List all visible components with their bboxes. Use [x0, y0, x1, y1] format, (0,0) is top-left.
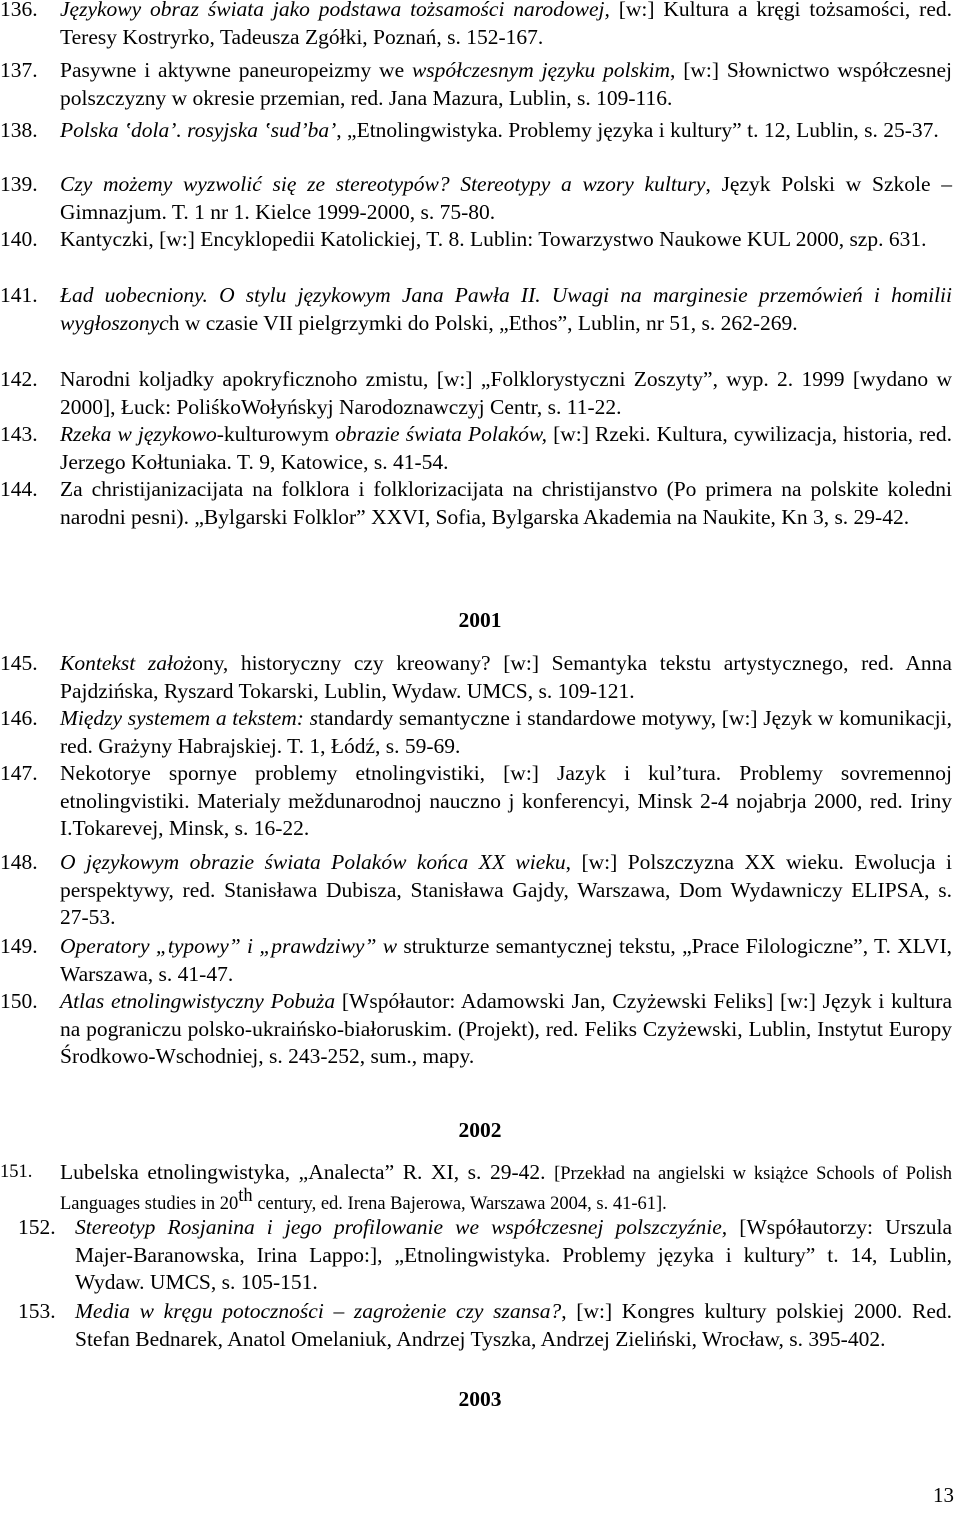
entry-text-segment: [w:] Rzeki. Kultura, cywilizacja, historia, red. Jerzego Kołtuniaka. T. 9, Katowice, s. 41-54.: [60, 422, 952, 474]
entry-text: [60, 421, 952, 476]
bib-entry-138: [0, 117, 952, 145]
entry-text-segment: [w:] Kultura a kręgi tożsamości, red. Teresy Kostryrko, Tadeusza Zgółki, Poznań, s. 152-167.: [60, 0, 952, 49]
entry-text: [60, 171, 952, 226]
bib-entry-145: [0, 650, 952, 705]
entry-text-segment: , Język Polski w Szkole – Gimnazjum. T. 1 nr 1. Kielce 1999-2000, s. 75-80.: [60, 172, 952, 224]
entry-title-italic: Ład uobecniony. O stylu językowym Jana Pawła II. Uwagi na marginesie przemówień i homilii wygłoszonyc: [60, 283, 952, 335]
entry-number: 150.: [0, 989, 38, 1013]
entry-text: [75, 1298, 952, 1353]
entry-number: 153.: [18, 1299, 56, 1323]
entry-text: [60, 226, 952, 254]
entry-text-segment: [Współautor: Adamowski Jan, Czyżewski Feliks] [w:] Język i kultura na pograniczu polsko-ukraińsko-białoruskim. (Projekt), red. Feliks Czyżewski, Lublin, Instytut Europy Środkowo-Wschodniej, s. 243-252, sum., mapy.: [60, 989, 953, 1069]
bib-entry-151: [0, 1159, 952, 1218]
entry-number: 144.: [0, 477, 38, 501]
bib-entry-150: [0, 988, 952, 1071]
entry-number: 139.: [0, 172, 38, 196]
entry-title-italic: Atlas etnolingwistyczny Pobuża: [60, 989, 336, 1013]
entry-number: 143.: [0, 422, 38, 446]
entry-number: 152.: [18, 1215, 56, 1239]
entry-text-segment: , [w:] Polszczyzna XX wieku. Ewolucja i perspektywy, red. Stanisława Dubisza, Stanisława Gajdy, Warszawa, Dom Wydawniczy ELIPSA, s. 27-53.: [60, 850, 952, 930]
entry-text-segment: kulturowym: [223, 422, 336, 446]
entry-title-italic: Między systemem a tekstem: s: [60, 706, 318, 730]
bib-entry-146: [0, 705, 952, 760]
entry-number: 138.: [0, 118, 38, 142]
entry-number: 149.: [0, 934, 38, 958]
entry-text: [60, 933, 952, 988]
entry-text: [60, 476, 952, 531]
bib-entry-149: [0, 933, 952, 988]
entry-text-segment: tandardy semantyczne i standardowe motywy, [w:] Język w komunikacji, red. Grażyny Habrajskiej. T. 1, Łódź, s. 59-69.: [60, 706, 952, 758]
entry-text: [60, 282, 952, 337]
entry-title-italic: O językowym obrazie świata Polaków końca XX wieku: [60, 850, 566, 874]
entry-number: 142.: [0, 367, 38, 391]
entry-title-italic: współczesnym języku polskim: [411, 58, 670, 82]
entry-text-segment: h w czasie VII pielgrzymki do Polski, „Ethos”, Lublin, nr 51, s. 262-269.: [168, 310, 798, 335]
entry-text-segment: strukturze semantycznej tekstu, „Prace Filologiczne”, T. XLVI, Warszawa, s. 41-47.: [60, 934, 952, 986]
entry-text: [60, 1159, 952, 1218]
entry-title-italic: Czy możemy wyzwolić się ze stereotypów? Stereotypy a wzory kultury: [60, 172, 706, 196]
entry-title-italic: Operatory „typowy” i „prawdziwy” w: [60, 934, 398, 958]
year-heading-2003: 2003: [458, 1387, 502, 1411]
entry-title-italic: Kontekst założ: [60, 651, 193, 675]
entry-text-segment: , [w:] Słownictwo współczesnej polszczyzny w okresie przemian, red. Jana Mazura, Lublin, s. 109-116.: [60, 58, 953, 110]
entry-text: [60, 705, 952, 760]
entry-title-italic: Media w kręgu potoczności – zagrożenie czy szansa?: [75, 1299, 562, 1323]
entry-text-segment: Kantyczki, [w:] Encyklopedii Katolickiej, T. 8. Lublin: Towarzystwo Naukowe KUL 2000, szp. 631.: [60, 227, 927, 251]
entry-text-segment: ony, historyczny czy kreowany? [w:] Semantyka tekstu artystycznego, red. Anna Pajdzińska, Ryszard Tokarski, Lublin, Wydaw. UMCS, s. 109-121.: [60, 651, 952, 703]
bib-entry-143: [0, 421, 952, 476]
bib-entry-137: [0, 57, 952, 112]
entry-text: [60, 988, 952, 1071]
bib-entry-139: [0, 171, 952, 226]
entry-number: 140.: [0, 227, 38, 251]
entry-text-segment: , [w:] Kongres kultury polskiej 2000. Red. Stefan Bednarek, Anatol Omelaniuk, Andrzej Tyszka, Andrzej Zieliński, Wrocław, s. 395-402.: [75, 1299, 952, 1351]
bib-entry-148: [0, 849, 952, 932]
entry-title-italic: obrazie świata Polaków,: [335, 422, 547, 446]
entry-text-segment: th: [238, 1185, 253, 1206]
entry-text: [60, 57, 952, 112]
bib-entry-147: [0, 760, 952, 843]
bib-entry-140: [0, 226, 952, 254]
entry-title-italic: Rzeka w językowo-: [60, 422, 224, 446]
entry-text: [60, 849, 952, 932]
bib-entry-152: [0, 1214, 952, 1297]
page-number: 13: [933, 1483, 954, 1507]
entry-number: 146.: [0, 706, 38, 730]
entry-text: [60, 650, 952, 705]
bib-entry-153: [0, 1298, 952, 1353]
bib-entry-136: [0, 0, 952, 51]
entry-text-segment: Narodni koljadky apokryficznoho zmistu, [w:] „Folklorystyczni Zoszyty”, wyp. 2. 1999 [wydano w 2000], Łuck: PoliśkoWołyńskyj Narodoznawczyj Centr, s. 11-22.: [60, 367, 952, 419]
entry-title-italic: Językowy obraz świata jako podstawa tożsamości narodowej,: [60, 0, 610, 21]
entry-text-segment: Za christijanizacijata na folklora i folklorizacijata na christijanstvo (Po primera na polskite koledni narodni pesni). „Bylgarski Folklor” XXVI, Sofia, Bylgarska Akademia na Naukite, Kn 3, s. 29-42.: [60, 477, 952, 529]
entry-number: 136.: [0, 0, 38, 21]
entry-number: 145.: [0, 651, 38, 675]
entry-title-italic: Polska ‛dola’. rosyjska ‛sud’ba’: [60, 118, 337, 142]
entry-text: [60, 117, 952, 145]
bib-entry-142: [0, 366, 952, 421]
year-heading-2002: 2002: [458, 1118, 502, 1142]
entry-text: [75, 1214, 952, 1297]
entry-number: 147.: [0, 761, 38, 785]
entry-text-segment: century, ed. Irena Bajerowa, Warszawa 2004, s. 41-61].: [252, 1193, 667, 1214]
entry-text: [60, 366, 952, 421]
entry-number: 137.: [0, 58, 38, 82]
year-heading-2001: 2001: [458, 608, 502, 632]
entry-number: 148.: [0, 850, 38, 874]
entry-number: 141.: [0, 283, 38, 307]
entry-number: 151.: [0, 1162, 33, 1182]
entry-text: [60, 0, 952, 51]
entry-text-segment: Pasywne i aktywne paneuropeizmy we: [60, 58, 412, 82]
entry-text-segment: , „Etnolingwistyka. Problemy języka i kultury” t. 12, Lublin, s. 25-37.: [336, 118, 939, 142]
entry-title-italic: Stereotyp Rosjanina i jego profilowanie we współczesnej polszczyźnie,: [75, 1215, 728, 1239]
entry-text-segment: [Przekład na angielski w książce Schools of Polish Languages studies in 20: [60, 1164, 952, 1214]
bib-entry-144: [0, 476, 952, 531]
entry-text-segment: [Współautorzy: Urszula Majer-Baranowska, Irina Lappo:], „Etnolingwistyka. Problemy języka i kultury” t. 14, Lublin, Wydaw. UMCS, s. 105-151.: [75, 1215, 952, 1295]
entry-text: [60, 760, 952, 843]
bib-entry-141: [0, 282, 952, 337]
entry-text-segment: Nekotorye spornye problemy etnolingvistiki, [w:] Jazyk i kul’tura. Problemy sovremennoj etnolingvistiki. Materialy meždunarodnoj nauczno j konferencyi, Minsk 2-4 nojabrja 2000, red. Iriny I.Tokarevej, Minsk, s. 16-22.: [60, 761, 952, 841]
entry-text-segment: Lubelska etnolingwistyka, „Analecta” R. XI, s. 29-42.: [60, 1160, 555, 1184]
